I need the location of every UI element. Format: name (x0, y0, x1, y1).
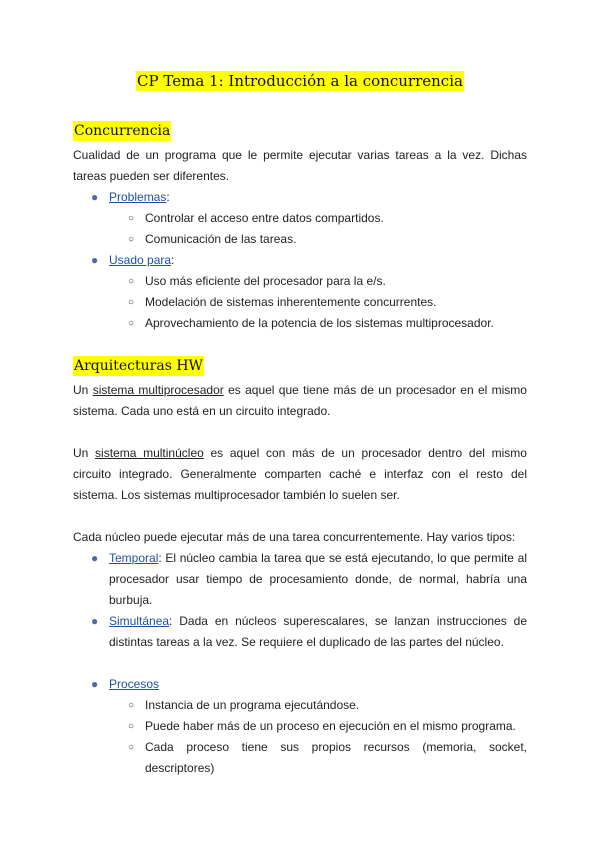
problemas-link[interactable]: Problemas (109, 190, 167, 204)
page-title-text: CP Tema 1: Introducción a la concurrencia (137, 72, 463, 90)
sub-bullet-icon: ○ (128, 234, 135, 245)
bullet-icon: ● (91, 551, 99, 565)
list-item: Uso más eficiente del procesador para la e/s. (145, 274, 386, 288)
simultanea-link[interactable]: Simultánea (109, 614, 170, 628)
cada-nucleo-paragraph: Cada núcleo puede ejecutar más de una tarea concurrentemente. Hay varios tipos: (73, 530, 516, 544)
list-item-problemas: Problemas: (109, 190, 170, 204)
sub-bullet-icon: ○ (128, 297, 135, 308)
term-multiprocesador: sistema multiprocesador (92, 383, 224, 397)
bullet-icon: ● (91, 190, 99, 204)
sub-bullet-icon: ○ (128, 700, 135, 711)
section-heading-arquitecturas: Arquitecturas HW (74, 358, 203, 374)
sub-bullet-icon: ○ (128, 318, 135, 329)
bullet-icon: ● (91, 614, 99, 628)
list-item-procesos (109, 674, 527, 695)
list-item: Controlar el acceso entre datos compartidos. (145, 211, 384, 225)
list-item: Puede haber más de un proceso en ejecución en el mismo programa. (145, 719, 516, 733)
list-item: Aprovechamiento de la potencia de los sistemas multiprocesador. (145, 316, 494, 330)
usado-para-link[interactable]: Usado para (109, 253, 172, 267)
bullet-icon: ● (91, 677, 99, 691)
list-item: Cada proceso tiene sus propios recursos (memoria, socket, descriptores) (145, 740, 527, 775)
page-title (0, 72, 600, 91)
list-item: Modelación de sistemas inherentemente concurrentes. (145, 295, 437, 309)
list-item: Instancia de un programa ejecutándose. (145, 698, 360, 712)
sub-bullet-icon: ○ (128, 276, 135, 287)
bullet-icon: ● (91, 253, 99, 267)
multinucleo-paragraph: Un sistema multinúcleo es aquel con más de un procesador dentro del mismo circuito integrado. Generalmente comparten caché e interfaz con el resto del sistema. Los sistemas multiprocesador también lo suelen ser. (73, 446, 527, 502)
list-item-usado-para: Usado para: (109, 253, 175, 267)
term-multinucleo: sistema multinúcleo (95, 446, 204, 460)
sub-bullet-icon: ○ (128, 742, 135, 753)
temporal-link[interactable]: Temporal (109, 551, 159, 565)
list-item-simultanea: Simultánea: Dada en núcleos superescalares, se lanzan instrucciones de distintas tareas a la vez. Se requiere el duplicado de las partes del núcleo. (109, 614, 527, 649)
multiprocesador-paragraph: Un sistema multiprocesador es aquel que tiene más de un procesador en el mismo sistema. Cada uno está en un circuito integrado. (73, 383, 527, 418)
procesos-link[interactable]: Procesos (109, 677, 160, 691)
sub-bullet-icon: ○ (128, 721, 135, 732)
section-heading-concurrencia: Concurrencia (74, 123, 171, 139)
list-item: Comunicación de las tareas. (145, 232, 297, 246)
concurrencia-paragraph: Cualidad de un programa que le permite ejecutar varias tareas a la vez. Dichas tareas pueden ser diferentes. (73, 148, 527, 183)
sub-bullet-icon: ○ (128, 213, 135, 224)
list-item-temporal: Temporal: El núcleo cambia la tarea que se está ejecutando, lo que permite al procesador usar tiempo de procesamiento donde, de normal, habría una burbuja. (109, 551, 527, 607)
